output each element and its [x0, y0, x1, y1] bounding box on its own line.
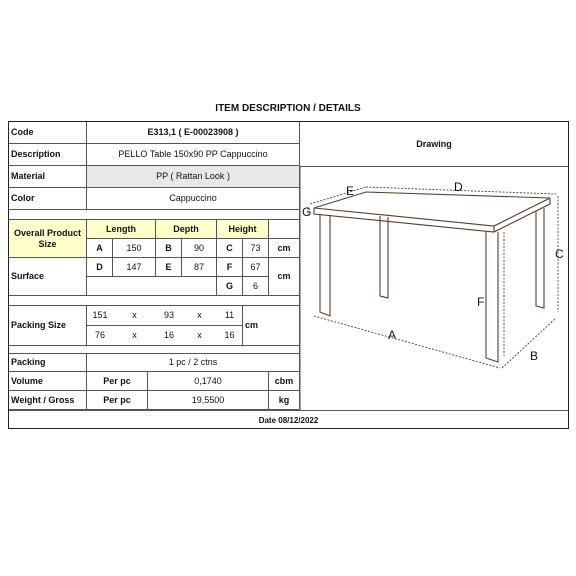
dimension-lines: [308, 187, 558, 368]
drawing-letter-b: B: [530, 349, 539, 363]
box2-x2: x: [182, 326, 217, 346]
spacer-row: [9, 210, 300, 220]
dim-f-letter: F: [217, 258, 243, 277]
spacer-row-2: [9, 296, 300, 306]
packing-size-unit: cm: [243, 306, 300, 346]
height-header: Height: [217, 220, 269, 239]
weight-per: Per pc: [87, 391, 148, 410]
box1-depth: 93: [156, 306, 182, 326]
dim-a-letter: A: [87, 239, 113, 258]
table-drawing: [300, 166, 568, 410]
packing-size-label: Packing Size: [9, 306, 87, 346]
drawing-letter-c: C: [555, 247, 564, 261]
dimension-letters: [302, 180, 564, 363]
surface-blank: [87, 277, 217, 296]
leg-front-left: [320, 214, 330, 316]
material-value: PP ( Rattan Look ): [87, 166, 300, 188]
drawing-title: Drawing: [300, 122, 568, 167]
volume-unit: cbm: [269, 372, 300, 391]
dim-g-value: 6: [243, 277, 269, 296]
box2-height: 16: [217, 326, 243, 346]
dim-g-letter: G: [217, 277, 243, 296]
box1-x1: x: [113, 306, 156, 326]
weight-unit: kg: [269, 391, 300, 410]
drawing-letter-e: E: [346, 184, 355, 198]
date-footer: Date 08/12/2022: [9, 410, 568, 429]
spacer-row-3: [9, 346, 300, 354]
dim-line-b: [502, 318, 556, 368]
weight-label: Weight / Gross: [9, 391, 87, 410]
dim-c-value: 73: [243, 239, 269, 258]
volume-value: 0,1740: [148, 372, 269, 391]
drawing-letter-g: G: [302, 205, 312, 219]
length-header: Length: [87, 220, 156, 239]
dim-f-value: 67: [243, 258, 269, 277]
drawing-letter-f: F: [477, 295, 485, 309]
leg-back-right: [536, 208, 544, 308]
dim-line-a: [314, 316, 500, 368]
table-diagram-svg: [300, 166, 568, 410]
box2-depth: 16: [156, 326, 182, 346]
dim-c-letter: C: [217, 239, 243, 258]
volume-label: Volume: [9, 372, 87, 391]
dim-e-value: 87: [182, 258, 217, 277]
weight-value: 19,5500: [148, 391, 269, 410]
dim-d-letter: D: [87, 258, 113, 277]
box1-x2: x: [182, 306, 217, 326]
dim-line-e: [310, 187, 366, 204]
box2-x1: x: [113, 326, 156, 346]
box2-length: 76: [87, 326, 113, 346]
depth-header: Depth: [156, 220, 217, 239]
volume-per: Per pc: [87, 372, 148, 391]
packing-value: 1 pc / 2 ctns: [87, 354, 300, 372]
box1-height: 11: [217, 306, 243, 326]
description-label: Description: [9, 144, 87, 166]
material-label: Material: [9, 166, 87, 188]
box1-length: 151: [87, 306, 113, 326]
description-value: PELLO Table 150x90 PP Cappuccino: [87, 144, 300, 166]
drawing-letter-a: A: [388, 328, 397, 342]
code-label: Code: [9, 122, 87, 144]
color-label: Color: [9, 188, 87, 210]
drawing-letter-d: D: [454, 180, 463, 194]
dim-a-value: 150: [113, 239, 156, 258]
dim-e-letter: E: [156, 258, 182, 277]
header-unit-blank: [269, 220, 300, 239]
surface-label: Surface: [9, 258, 87, 296]
dim-d-value: 147: [113, 258, 156, 277]
dim-b-value: 90: [182, 239, 217, 258]
tabletop-edge: [314, 198, 550, 232]
leg-back-left: [380, 216, 388, 298]
code-value: E313,1 ( E-00023908 ): [87, 122, 300, 144]
document-title: ITEM DESCRIPTION / DETAILS: [215, 103, 361, 114]
dim-b-letter: B: [156, 239, 182, 258]
table-lines: [314, 192, 550, 362]
item-details-sheet: [8, 121, 569, 429]
surface-unit: cm: [269, 258, 300, 296]
leg-front-right: [486, 231, 498, 362]
color-value: Cappuccino: [87, 188, 300, 210]
overall-size-label: Overall Product Size: [9, 220, 87, 258]
packing-label: Packing: [9, 354, 87, 372]
overall-unit: cm: [269, 239, 300, 258]
